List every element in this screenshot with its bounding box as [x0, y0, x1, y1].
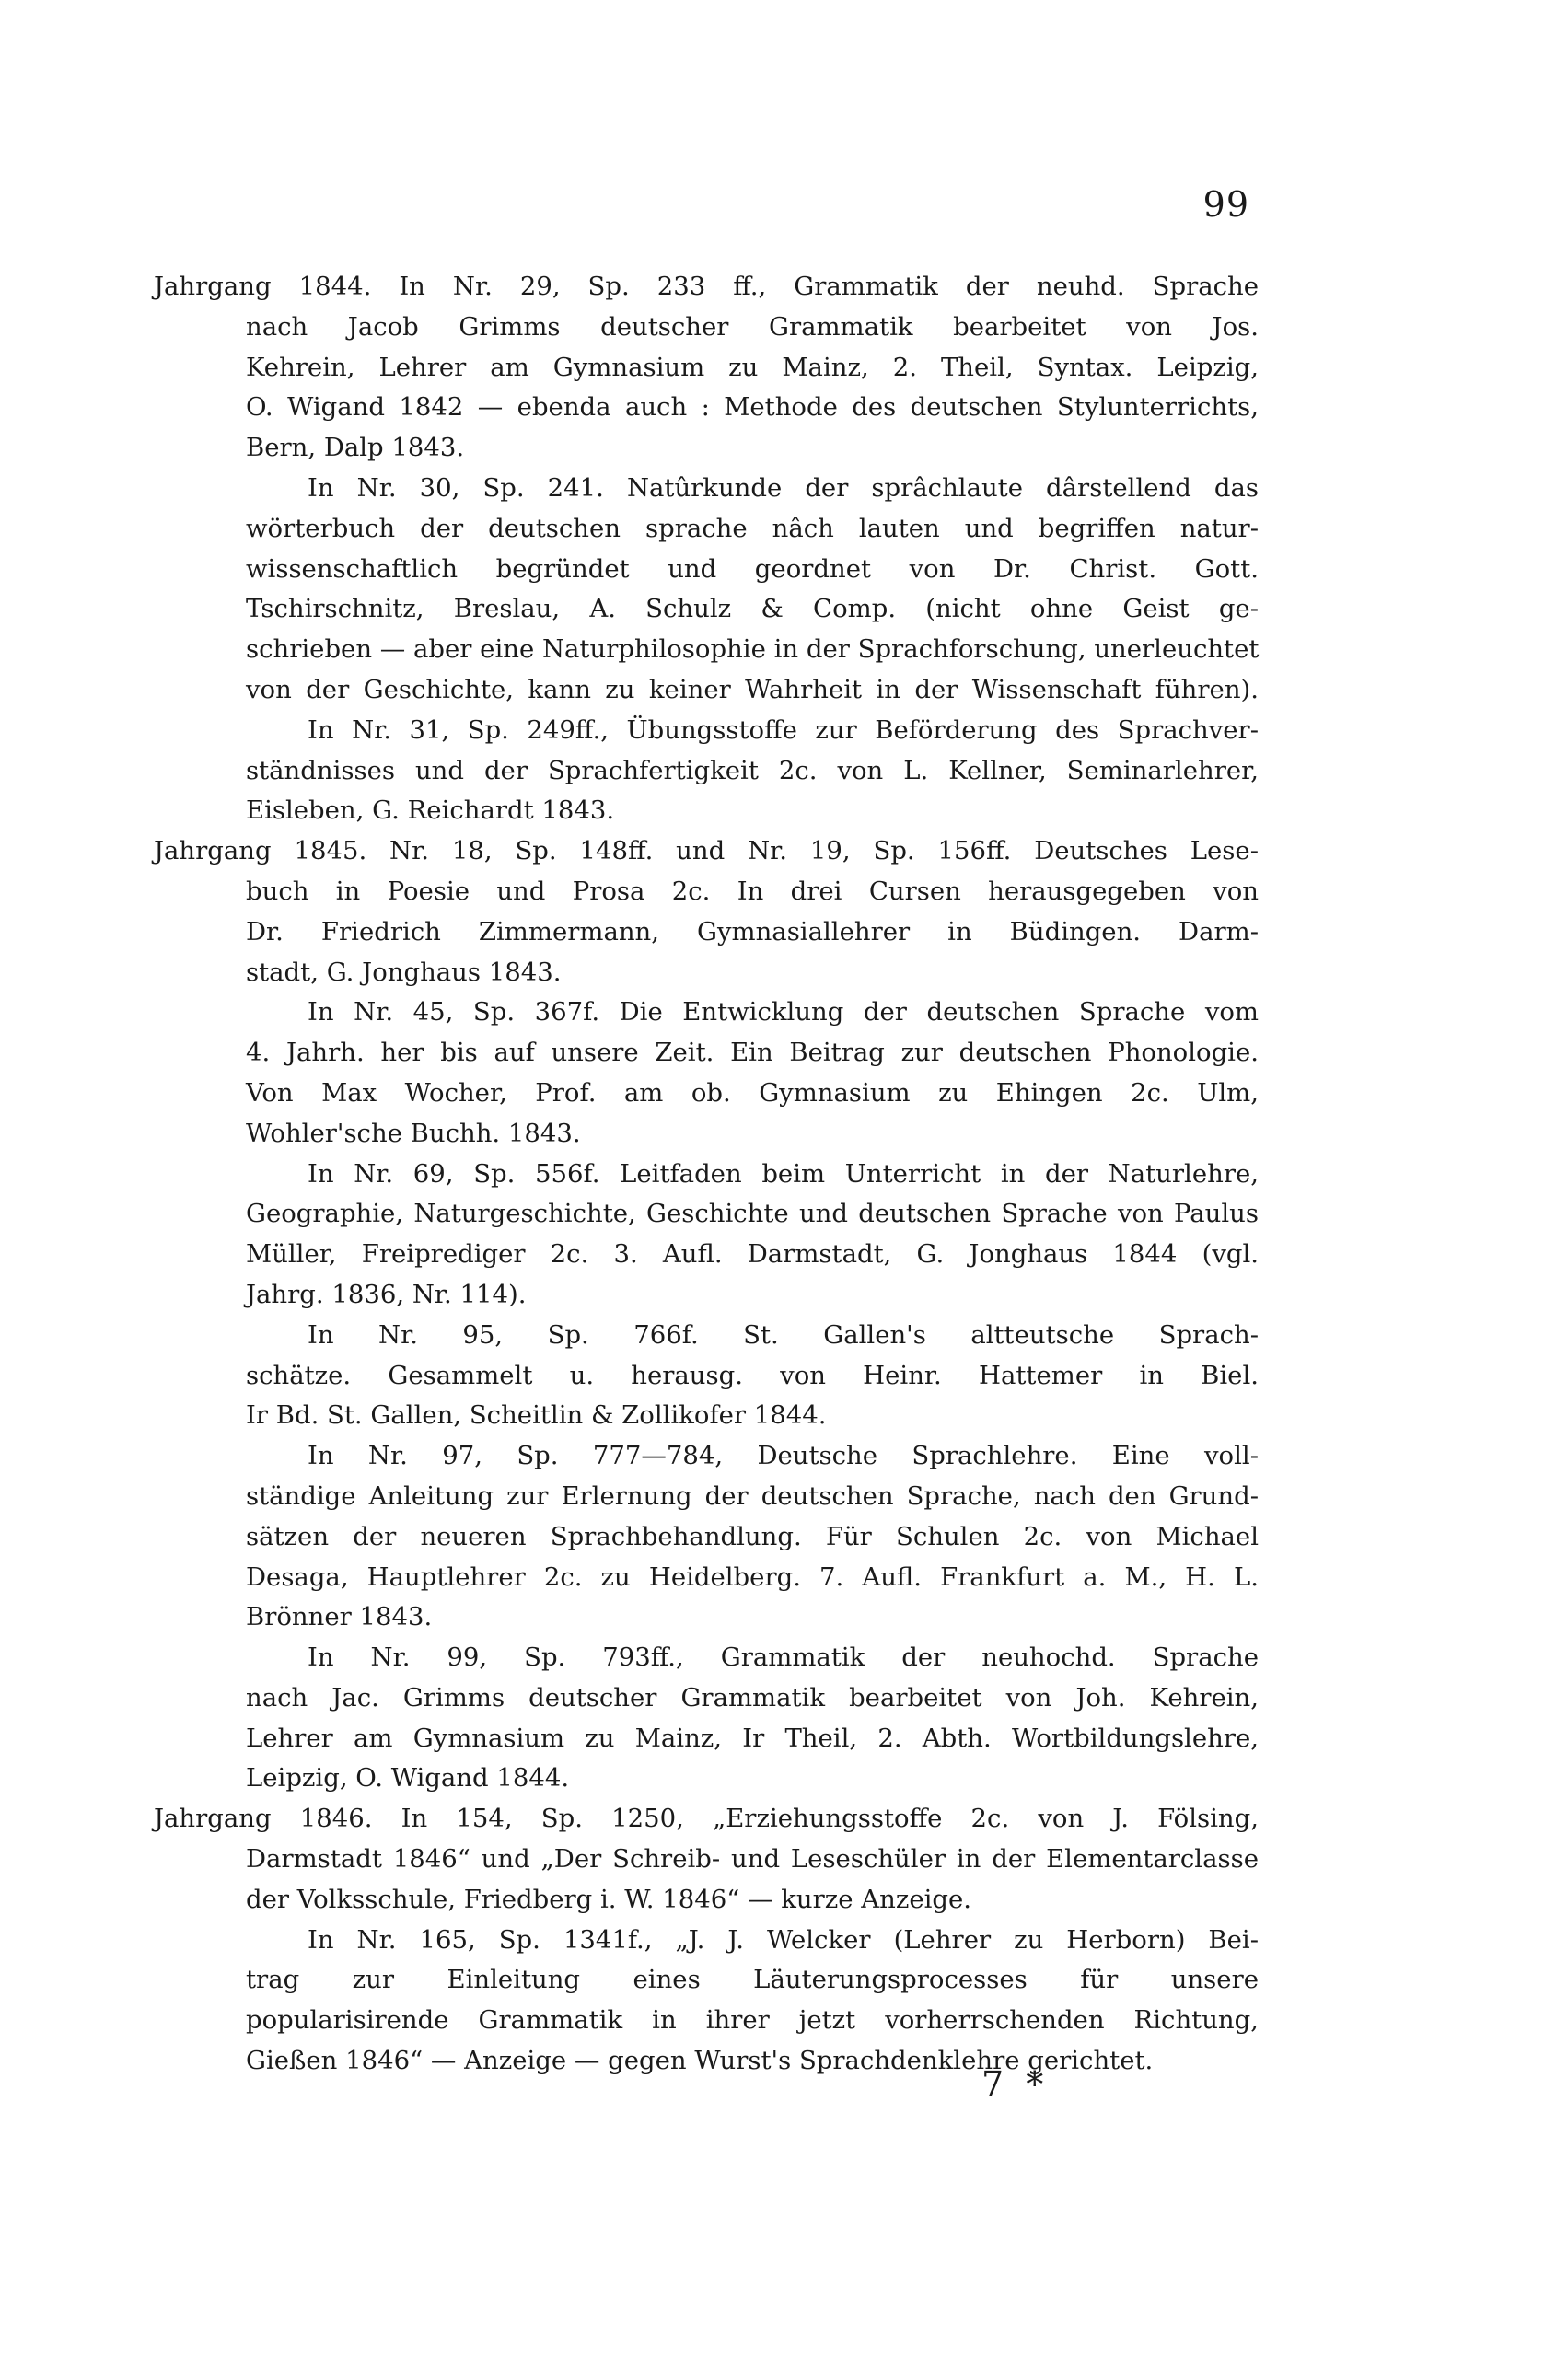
text-line: ständige Anleitung zur Erlernung der deutschen Sprache, nach den Grund-: [246, 1480, 1259, 1511]
text-line: buch in Poesie und Prosa 2c. In drei Cursen herausgegeben von: [246, 876, 1259, 906]
text-line: wörterbuch der deutschen sprache nâch lauten und begriffen natur-: [246, 513, 1259, 543]
text-line: popularisirende Grammatik in ihrer jetzt vorherrschenden Richtung,: [246, 2005, 1259, 2036]
page-number: 99: [1202, 184, 1249, 225]
text-line: Darmstadt 1846“ und „Der Schreib- und Leseschüler in der Elementarclasse: [246, 1844, 1259, 1875]
text-line: Müller, Freiprediger 2c. 3. Aufl. Darmstadt, G. Jonghaus 1844 (vgl.: [246, 1239, 1259, 1270]
text-line: Von Max Wocher, Prof. am ob. Gymnasium zu Ehingen 2c. Ulm,: [246, 1077, 1259, 1108]
text-line: schrieben — aber eine Naturphilosophie in der Sprachforschung, unerleuchtet: [246, 634, 1260, 665]
text-line: Kehrein, Lehrer am Gymnasium zu Mainz, 2. Theil, Syntax. Leipzig,: [246, 352, 1259, 382]
text-line: In Nr. 97, Sp. 777—784, Deutsche Sprachlehre. Eine voll-: [308, 1441, 1259, 1471]
text-line: In Nr. 30, Sp. 241. Natûrkunde der sprâchlaute dârstellend das: [308, 472, 1259, 503]
text-line: In Nr. 31, Sp. 249ff., Übungsstoffe zur Beförderung des Sprachver-: [308, 714, 1259, 745]
text-line: wissenschaftlich begründet und geordnet von Dr. Christ. Gott.: [246, 553, 1259, 584]
text-line: Tschirschnitz, Breslau, A. Schulz & Comp. (nicht ohne Geist ge-: [246, 594, 1259, 624]
text-line: Wohler'sche Buchh. 1843.: [246, 1118, 581, 1148]
text-line: Leipzig, O. Wigand 1844.: [246, 1763, 570, 1794]
bibliography-text: [154, 267, 1259, 2082]
text-line: stadt, G. Jonghaus 1843.: [246, 957, 562, 987]
text-line: Jahrgang 1844. In Nr. 29, Sp. 233 ff., Grammatik der neuhd. Sprache: [154, 272, 1259, 301]
text-line: In Nr. 165, Sp. 1341f., „J. J. Welcker (Lehrer zu Herborn) Bei-: [308, 1924, 1259, 1955]
text-line: Dr. Friedrich Zimmermann, Gymnasiallehrer in Büdingen. Darm-: [246, 916, 1259, 946]
text-line: Gießen 1846“ — Anzeige — gegen Wurst's Sprachdenklehre gerichtet.: [246, 2046, 1154, 2076]
text-line: O. Wigand 1842 — ebenda auch : Methode des deutschen Stylunterrichts,: [246, 392, 1259, 423]
text-line: Jahrgang 1845. Nr. 18, Sp. 148ff. und Nr. 19, Sp. 156ff. Deutsches Lese-: [154, 836, 1259, 866]
text-line: In Nr. 69, Sp. 556f. Leitfaden beim Unterricht in der Naturlehre,: [308, 1158, 1259, 1189]
text-line: Geographie, Naturgeschichte, Geschichte und deutschen Sprache von Paulus: [246, 1199, 1259, 1229]
text-line: sätzen der neueren Sprachbehandlung. Für Schulen 2c. von Michael: [246, 1521, 1259, 1551]
text-line: trag zur Einleitung eines Läuterungsprocesses für unsere: [246, 1965, 1259, 1995]
text-line: In Nr. 45, Sp. 367f. Die Entwicklung der deutschen Sprache vom: [308, 997, 1259, 1027]
text-line: Eisleben, G. Reichardt 1843.: [246, 795, 615, 826]
text-line: 4. Jahrh. her bis auf unsere Zeit. Ein Beitrag zur deutschen Phonologie.: [246, 1038, 1259, 1068]
text-line: Lehrer am Gymnasium zu Mainz, Ir Theil, 2. Abth. Wortbildungslehre,: [246, 1723, 1259, 1753]
text-line: von der Geschichte, kann zu keiner Wahrheit in der Wissenschaft führen).: [246, 674, 1259, 704]
text-line: ständnisses und der Sprachfertigkeit 2c. von L. Kellner, Seminarlehrer,: [246, 755, 1259, 785]
text-line: nach Jac. Grimms deutscher Grammatik bearbeitet von Joh. Kehrein,: [246, 1682, 1259, 1712]
text-line: Jahrg. 1836, Nr. 114).: [246, 1279, 527, 1309]
text-line: Brönner 1843.: [246, 1602, 433, 1632]
text-line: In Nr. 95, Sp. 766f. St. Gallen's altteutsche Sprach-: [308, 1319, 1259, 1350]
text-line: In Nr. 99, Sp. 793ff., Grammatik der neuhochd. Sprache: [308, 1643, 1259, 1673]
text-line: der Volksschule, Friedberg i. W. 1846“ — kurze Anzeige.: [246, 1884, 972, 1914]
text-line: nach Jacob Grimms deutscher Grammatik bearbeitet von Jos.: [246, 311, 1259, 342]
signature-mark: 7 *: [981, 2064, 1050, 2105]
text-line: Ir Bd. St. Gallen, Scheitlin & Zollikofer 1844.: [246, 1400, 827, 1431]
text-line: Jahrgang 1846. In 154, Sp. 1250, „Erziehungsstoffe 2c. von J. Fölsing,: [154, 1804, 1259, 1834]
text-line: Bern, Dalp 1843.: [246, 433, 465, 463]
text-line: Desaga, Hauptlehrer 2c. zu Heidelberg. 7. Aufl. Frankfurt a. M., H. L.: [246, 1562, 1259, 1592]
text-line: schätze. Gesammelt u. herausg. von Heinr. Hattemer in Biel.: [246, 1360, 1259, 1390]
